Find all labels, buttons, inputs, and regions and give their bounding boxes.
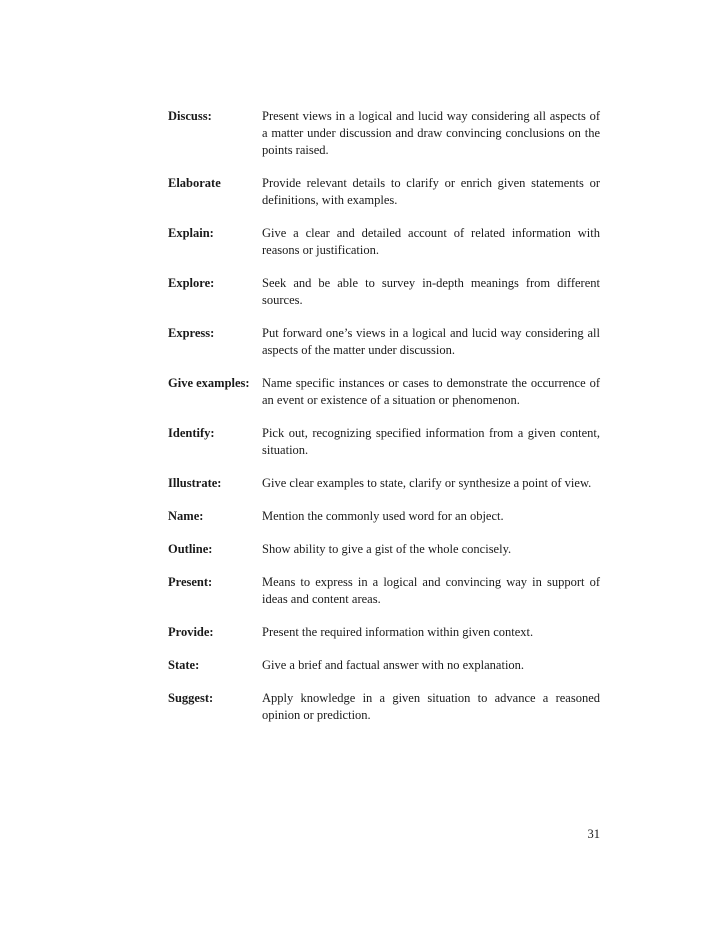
glossary-entry-state (168, 657, 600, 674)
glossary-entry-name (168, 508, 600, 525)
glossary-term: Discuss: (168, 109, 212, 123)
glossary-term: Give examples: (168, 376, 250, 390)
glossary-definition: Mention the commonly used word for an object. (262, 509, 504, 523)
glossary-entry-suggest (168, 690, 600, 724)
glossary-entry-elaborate (168, 175, 600, 209)
page-number: 31 (587, 827, 600, 841)
glossary-entry-identify (168, 425, 600, 459)
glossary-entry-present (168, 574, 600, 608)
glossary-list (168, 108, 600, 740)
glossary-term: Suggest: (168, 691, 214, 705)
glossary-definition: Put forward one’s views in a logical and lucid way considering all aspects of the matter under discussion. (262, 326, 600, 357)
glossary-term: Explain: (168, 226, 214, 240)
glossary-definition: Pick out, recognizing specified information from a given content, situation. (262, 426, 600, 457)
glossary-term: Identify: (168, 426, 215, 440)
glossary-term: Express: (168, 326, 215, 340)
glossary-term: Illustrate: (168, 476, 222, 490)
glossary-definition: Give clear examples to state, clarify or synthesize a point of view. (262, 476, 592, 490)
glossary-entry-illustrate (168, 475, 600, 492)
glossary-term: Outline: (168, 542, 213, 556)
glossary-definition: Present the required information within given context. (262, 625, 534, 639)
glossary-entry-provide (168, 624, 600, 641)
glossary-term: Present: (168, 575, 213, 589)
glossary-entry-explain (168, 225, 600, 259)
glossary-entry-express (168, 325, 600, 359)
glossary-definition: Provide relevant details to clarify or enrich given statements or definitions, with examples. (262, 176, 600, 207)
glossary-entry-explore (168, 275, 600, 309)
glossary-term: State: (168, 658, 200, 672)
glossary-entry-outline (168, 541, 600, 558)
glossary-definition: Present views in a logical and lucid way considering all aspects of a matter under discussion and draw convincing conclusions on the points raised. (262, 109, 600, 157)
glossary-definition: Seek and be able to survey in-depth meanings from different sources. (262, 276, 600, 307)
glossary-term: Explore: (168, 276, 215, 290)
glossary-entry-give-examples (168, 375, 600, 409)
glossary-term: Elaborate (168, 176, 221, 190)
glossary-definition: Apply knowledge in a given situation to advance a reasoned opinion or prediction. (262, 691, 600, 722)
glossary-definition: Show ability to give a gist of the whole concisely. (262, 542, 512, 556)
glossary-definition: Give a clear and detailed account of related information with reasons or justification. (262, 226, 600, 257)
glossary-definition: Name specific instances or cases to demonstrate the occurrence of an event or existence of a situation or phenomenon. (262, 376, 600, 407)
glossary-term: Provide: (168, 625, 214, 639)
glossary-definition: Means to express in a logical and convincing way in support of ideas and content areas. (262, 575, 600, 606)
glossary-definition: Give a brief and factual answer with no explanation. (262, 658, 525, 672)
glossary-entry-discuss (168, 108, 600, 159)
glossary-term: Name: (168, 509, 204, 523)
